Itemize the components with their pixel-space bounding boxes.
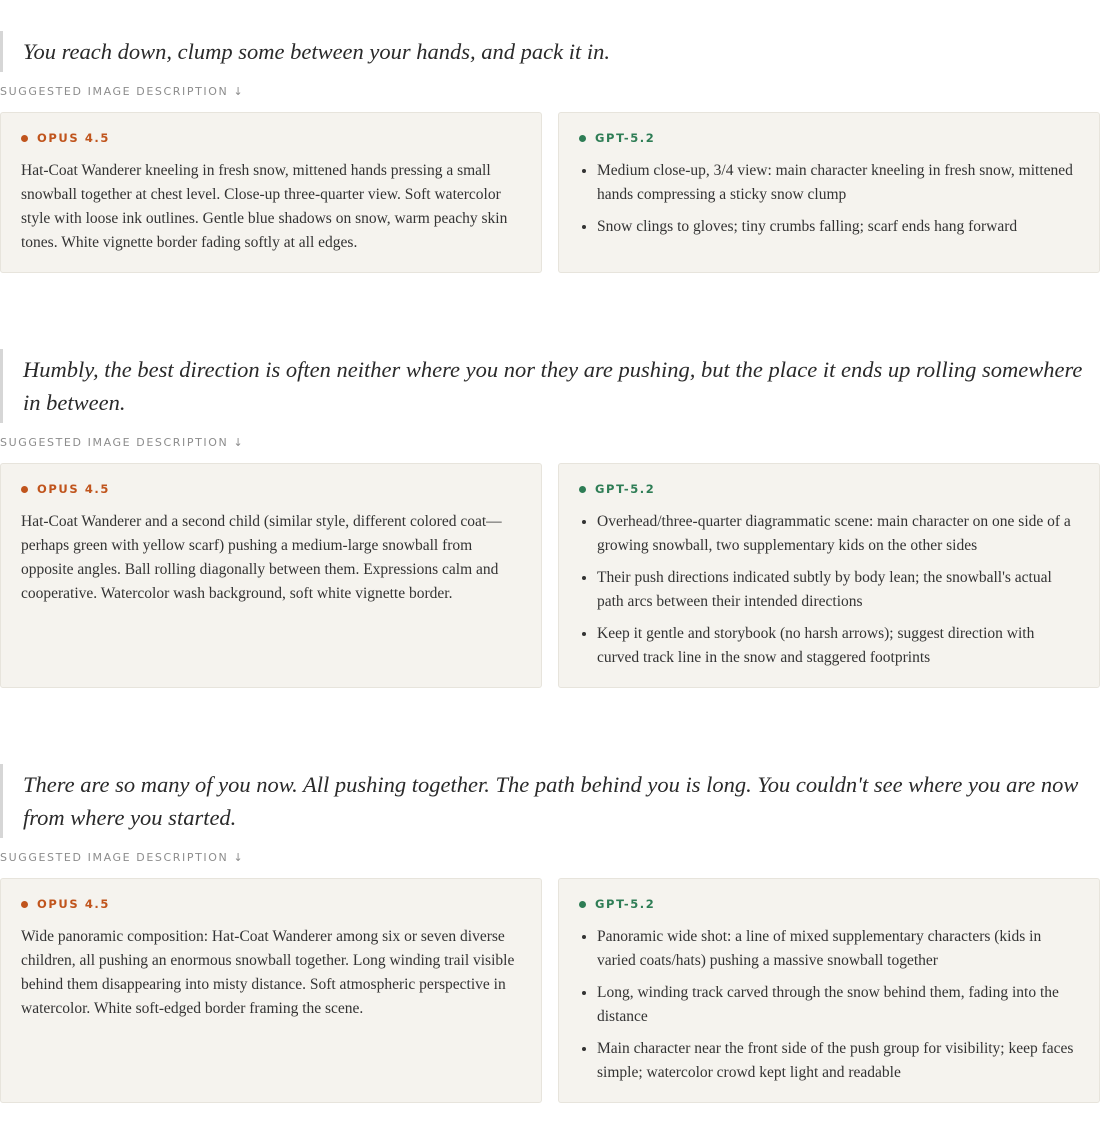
gpt-dot-icon [579, 901, 586, 908]
gpt-bullet-list [579, 925, 1079, 1085]
suggested-image-description-label: SUGGESTED IMAGE DESCRIPTION ↓ [0, 85, 245, 98]
gpt-card-header [579, 481, 1079, 497]
list-item: • Keep it gentle and storybook (no harsh arrows); suggest direction with curved track line in the snow and staggered footprints [597, 622, 1079, 670]
description-cards [0, 112, 1100, 273]
opus-model-name: OPUS 4.5 [37, 897, 111, 911]
list-item: • Panoramic wide shot: a line of mixed supplementary characters (kids in varied coats/hats) pushing a massive snowball together [597, 925, 1079, 973]
gpt-card [558, 878, 1100, 1103]
gpt-description [579, 925, 1079, 1085]
gpt-dot-icon [579, 486, 586, 493]
description-cards [0, 878, 1100, 1103]
opus-dot-icon [21, 901, 28, 908]
description-cards [0, 463, 1100, 688]
gpt-model-name: GPT-5.2 [595, 482, 656, 496]
gpt-dot-icon [579, 135, 586, 142]
list-item: • Long, winding track carved through the snow behind them, fading into the distance [597, 981, 1079, 1029]
opus-model-name: OPUS 4.5 [37, 131, 111, 145]
opus-dot-icon [21, 486, 28, 493]
opus-description: Wide panoramic composition: Hat-Coat Wanderer among six or seven diverse children, all pushing an enormous snowball together. Long winding trail visible behind them disappearing into misty distance. Soft atmospheric perspective in watercolor. White soft-edged border framing the scene. [21, 928, 515, 1017]
opus-card-header [21, 896, 521, 912]
opus-card [0, 463, 542, 688]
gpt-description [579, 510, 1079, 670]
opus-card [0, 878, 542, 1103]
gpt-model-name: GPT-5.2 [595, 897, 656, 911]
gpt-card [558, 112, 1100, 273]
gpt-description [579, 159, 1079, 239]
opus-model-name: OPUS 4.5 [37, 482, 111, 496]
gpt-card-header [579, 130, 1079, 146]
story-quote: You reach down, clump some between your hands, and pack it in. [0, 31, 1100, 72]
list-item: • Medium close-up, 3/4 view: main character kneeling in fresh snow, mittened hands compressing a sticky snow clump [597, 159, 1079, 207]
opus-card-header [21, 481, 521, 497]
opus-description: Hat-Coat Wanderer kneeling in fresh snow, mittened hands pressing a small snowball together at chest level. Close-up three-quarter view. Soft watercolor style with loose ink outlines. Gentle blue shadows on snow, warm peachy skin tones. White vignette border fading softly at all edges. [21, 162, 508, 251]
gpt-bullet-list [579, 159, 1079, 239]
opus-card [0, 112, 542, 273]
opus-card-header [21, 130, 521, 146]
gpt-card-header [579, 896, 1079, 912]
opus-dot-icon [21, 135, 28, 142]
list-item: • Overhead/three-quarter diagrammatic scene: main character on one side of a growing snowball, two supplementary kids on the other sides [597, 510, 1079, 558]
list-item: • Snow clings to gloves; tiny crumbs falling; scarf ends hang forward [597, 215, 1079, 239]
story-section-2 [0, 349, 1100, 688]
gpt-bullet-list [579, 510, 1079, 670]
story-quote: Humbly, the best direction is often neither where you nor they are pushing, but the place it ends up rolling somewhere in between. [0, 349, 1100, 423]
suggested-image-description-label: SUGGESTED IMAGE DESCRIPTION ↓ [0, 851, 245, 864]
suggested-image-description-label: SUGGESTED IMAGE DESCRIPTION ↓ [0, 436, 245, 449]
gpt-model-name: GPT-5.2 [595, 131, 656, 145]
story-quote: There are so many of you now. All pushing together. The path behind you is long. You couldn't see where you are now from where you started. [0, 764, 1100, 838]
story-section-1 [0, 31, 1100, 273]
story-section-3 [0, 764, 1100, 1103]
opus-description: Hat-Coat Wanderer and a second child (similar style, different colored coat—perhaps green with yellow scarf) pushing a medium-large snowball from opposite angles. Ball rolling diagonally between them. Expressions calm and cooperative. Watercolor wash background, soft white vignette border. [21, 513, 502, 602]
gpt-card [558, 463, 1100, 688]
list-item: • Main character near the front side of the push group for visibility; keep faces simple; watercolor crowd kept light and readable [597, 1037, 1079, 1085]
list-item: • Their push directions indicated subtly by body lean; the snowball's actual path arcs between their intended directions [597, 566, 1079, 614]
